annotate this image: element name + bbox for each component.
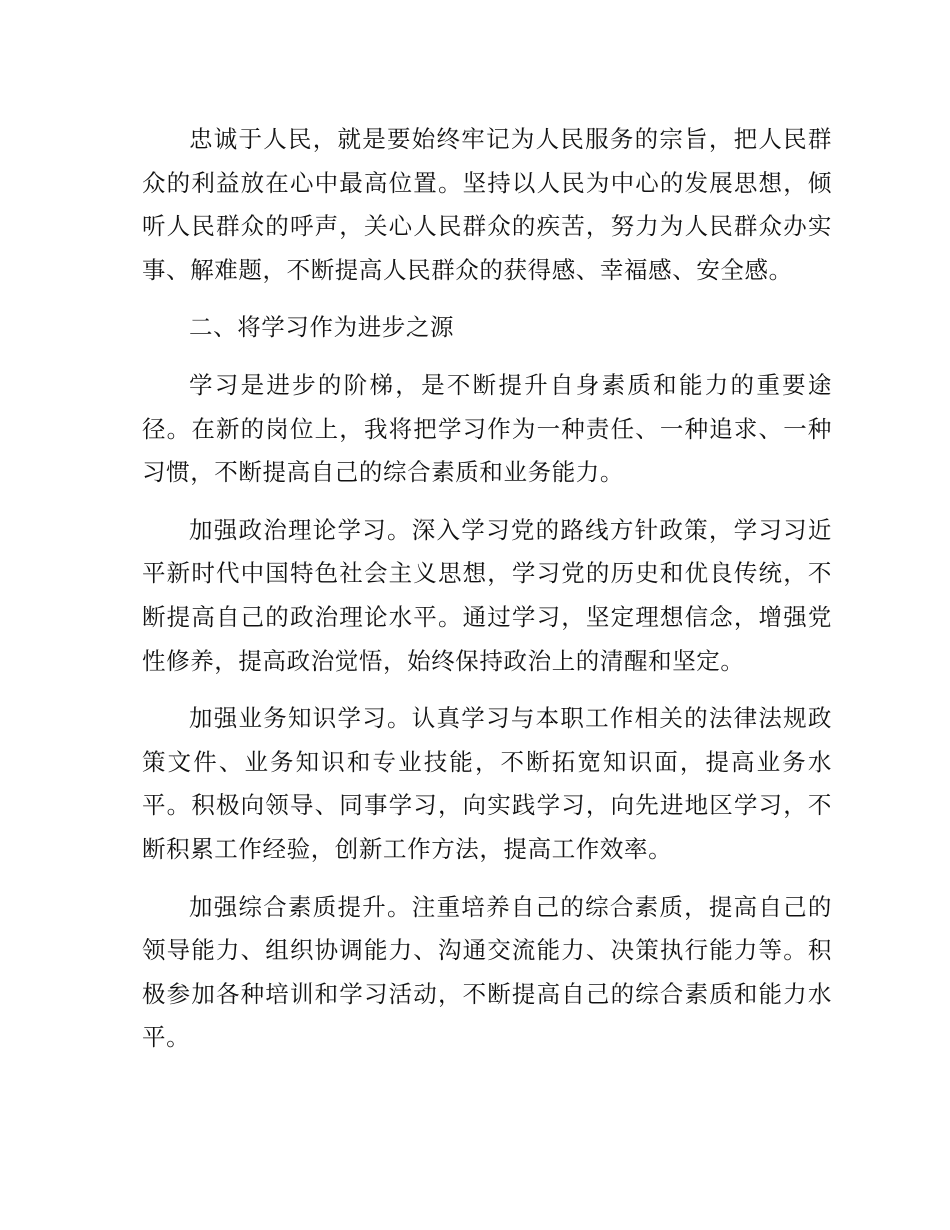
paragraph-business-knowledge: 加强业务知识学习。认真学习与本职工作相关的法律法规政策文件、业务知识和专业技能，不断拓宽知识面，提高业务水平。积极向领导、同事学习，向实践学习，向先进地区学习，不断积累工作经验，创新工作方法，提高工作效率。: [142, 704, 832, 863]
paragraph-serve-people: 忠诚于人民，就是要始终牢记为人民服务的宗旨，把人民群众的利益放在心中最高位置。坚持以人民为中心的发展思想，倾听人民群众的呼声，关心人民群众的疾苦，努力为人民群众办实事、解难题，不断提高人民群众的获得感、幸福感、安全感。: [142, 125, 832, 284]
paragraph-political-theory: 加强政治理论学习。深入学习党的路线方针政策，学习习近平新时代中国特色社会主义思想，学习党的历史和优良传统，不断提高自己的政治理论水平。通过学习，坚定理想信念，增强党性修养，提高政治觉悟，始终保持政治上的清醒和坚定。: [142, 515, 832, 675]
paragraph-learning-intro: 学习是进步的阶梯，是不断提升自身素质和能力的重要途径。在新的岗位上，我将把学习作为一种责任、一种追求、一种习惯，不断提高自己的综合素质和业务能力。: [142, 370, 832, 487]
paragraph-comprehensive-quality: 加强综合素质提升。注重培养自己的综合素质，提高自己的领导能力、组织协调能力、沟通交流能力、决策执行能力等。积极参加各种培训和学习活动，不断提高自己的综合素质和能力水平。: [142, 892, 832, 1052]
document-page: [142, 118, 832, 1074]
section-heading-learning: 二、将学习作为进步之源: [189, 313, 455, 342]
